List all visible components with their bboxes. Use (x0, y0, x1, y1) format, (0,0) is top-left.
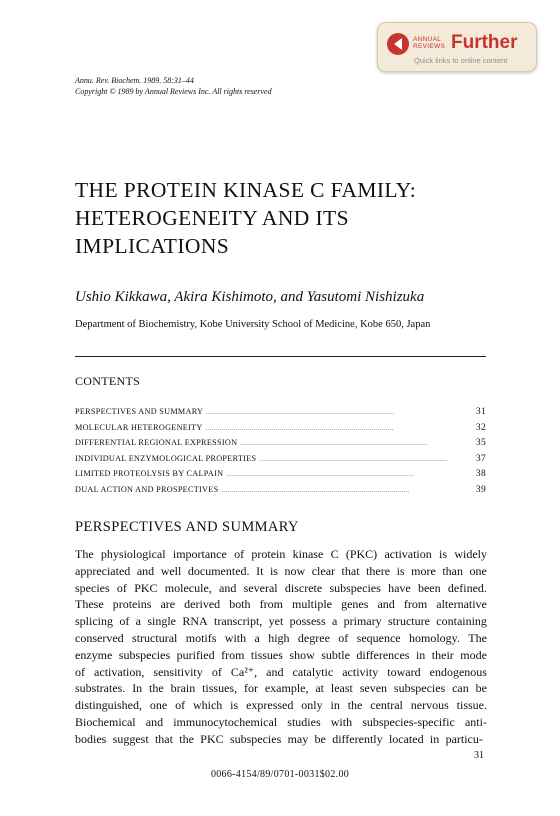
body-word: one (469, 563, 487, 578)
title-line: HETEROGENEITY AND ITS (75, 206, 349, 230)
affiliation: Department of Biochemistry, Kobe University School of Medicine, Kobe 650, Japan (75, 319, 431, 330)
body-word: purified (176, 647, 215, 662)
body-word: RNA (182, 614, 208, 629)
body-word: brain (170, 681, 196, 696)
body-word: single (147, 614, 176, 629)
body-word: from (403, 597, 428, 612)
body-word: Biochemical (75, 714, 136, 729)
title-line: IMPLICATIONS (75, 234, 230, 258)
body-word: for (243, 681, 258, 696)
contents-heading: CONTENTS (75, 374, 141, 388)
body-word: suggest (112, 731, 149, 746)
body-word: of (119, 614, 130, 629)
body-word: sequence (356, 630, 401, 645)
arrow-left-icon (387, 33, 409, 55)
annual-reviews-further-badge[interactable] (377, 22, 537, 72)
body-word: of (234, 547, 245, 561)
toc-leader-dots (221, 482, 457, 500)
badge-brand: Further (451, 32, 518, 53)
body-word: documented. (187, 563, 250, 578)
toc-item-page: 39 (475, 484, 486, 495)
body-word: conserved (75, 630, 124, 645)
body-word: is (230, 698, 239, 713)
body-line (75, 731, 487, 748)
body-word: and (145, 714, 164, 729)
body-word: activity (342, 664, 379, 679)
toc-item[interactable] (75, 435, 486, 451)
body-word: several (243, 580, 278, 595)
body-word: Ca²⁺, (230, 664, 258, 679)
body-word: expressed (246, 698, 294, 713)
body-word: seven (359, 681, 388, 696)
body-word: proteins (112, 597, 152, 612)
body-word: endogenous (429, 664, 487, 679)
toc-item-title: INDIVIDUAL ENZYMOLOGICAL PROPERTIES (75, 453, 257, 463)
body-word: can (452, 681, 469, 696)
body-word: anti- (464, 714, 487, 729)
body-word: located (388, 731, 424, 746)
body-line (75, 613, 487, 630)
toc-item-page: 38 (475, 469, 486, 479)
body-word: physiological (100, 547, 166, 561)
body-word: well (160, 563, 182, 578)
body-word: the (149, 681, 164, 696)
body-word: activation (384, 547, 432, 561)
toc-item-title: PERSPECTIVES AND SUMMARY (75, 407, 204, 416)
section-heading: PERSPECTIVES AND SUMMARY (75, 519, 299, 535)
body-line (75, 697, 487, 714)
toc-item[interactable] (75, 420, 486, 436)
toc-item-page: 31 (475, 407, 486, 417)
body-line (75, 664, 487, 681)
body-word: is (269, 563, 278, 578)
badge-publisher-line2: REVIEWS (413, 43, 446, 50)
body-word: show (289, 647, 315, 662)
body-word: subspecies-specific (362, 714, 455, 729)
toc-item-page: 32 (475, 422, 486, 433)
body-line (75, 563, 487, 580)
body-word: degree (297, 630, 330, 645)
body-word: from (259, 597, 283, 612)
body-line (75, 580, 487, 597)
body-word: high (268, 630, 290, 645)
body-word: It (256, 563, 264, 578)
body-word: subspecies (329, 580, 381, 595)
toc-item-title: DUAL ACTION AND PROSPECTIVES (75, 484, 219, 494)
toc-item-title: LIMITED PROTEOLYSIS BY CALPAIN (75, 469, 224, 478)
body-word: primary (343, 614, 382, 629)
body-word: subtle (321, 647, 350, 662)
toc-item-title: MOLECULAR HETEROGENEITY (75, 422, 203, 432)
body-word: structural (132, 630, 178, 645)
toc-item-title: DIFFERENTIAL REGIONAL EXPRESSION (75, 438, 238, 447)
body-word: and (266, 664, 284, 679)
body-word: subspecies (229, 731, 282, 746)
body-word: in (330, 698, 340, 713)
body-line (75, 680, 487, 697)
body-word: species (75, 580, 110, 595)
body-word: substrates. (75, 681, 126, 696)
body-text (75, 546, 487, 748)
body-word: only (301, 698, 323, 713)
body-line (75, 647, 487, 664)
body-word: molecule, (164, 580, 212, 595)
body-word: differently (332, 731, 383, 746)
body-word: tissues, (202, 681, 238, 696)
body-word: been (417, 580, 441, 595)
body-word: in (415, 647, 426, 662)
body-word: yet (268, 614, 284, 629)
body-word: now (284, 563, 306, 578)
body-word: sensitivity (153, 664, 203, 679)
body-word: there (366, 563, 391, 578)
body-word: catalytic (292, 664, 334, 679)
body-word: derived (184, 597, 221, 612)
body-word: both (229, 597, 251, 612)
body-word: and (377, 597, 395, 612)
body-word: tissues (250, 647, 283, 662)
body-word: the (179, 731, 194, 746)
body-word: that (341, 563, 360, 578)
body-word: example, (264, 681, 309, 696)
body-word: a (254, 630, 260, 645)
toc-item[interactable] (75, 466, 486, 482)
body-word: clear (311, 563, 336, 578)
body-word: toward (387, 664, 421, 679)
body-word: a (135, 614, 141, 629)
body-word: In (132, 681, 143, 696)
body-word: with (330, 714, 353, 729)
body-word: discrete (284, 580, 323, 595)
body-word: protein (251, 547, 286, 561)
body-word: distinguished, (75, 698, 143, 713)
authors: Ushio Kikkawa, Akira Kishimoto, and Yasutomi Nishizuka (75, 289, 425, 305)
body-word: with (224, 630, 247, 645)
body-word: and (136, 563, 155, 578)
body-word: (PKC) (345, 547, 378, 561)
body-line (75, 630, 487, 647)
body-word: mode (460, 647, 487, 662)
body-word: of (75, 664, 85, 679)
body-word: structure (387, 614, 430, 629)
table-of-contents (75, 404, 486, 497)
citation-copyright: Copyright © 1989 by Annual Reviews Inc. All rights reserved (75, 87, 272, 96)
body-word: is (439, 547, 448, 561)
body-word: transcript, (213, 614, 263, 629)
body-word: in (429, 731, 440, 746)
issn-line: 0066-4154/89/0701-0031$02.00 (210, 769, 350, 780)
body-word: containing (436, 614, 487, 629)
body-word: kinase (292, 547, 324, 561)
body-word: that (154, 731, 173, 746)
badge-publisher-line1: ANNUAL (413, 36, 442, 43)
body-word: defined. (447, 580, 487, 595)
body-word: The (468, 630, 487, 645)
body-word: alternative (436, 597, 487, 612)
body-word: subspecies (393, 681, 446, 696)
body-word: PKC (200, 731, 224, 746)
body-word: the (347, 698, 363, 713)
body-word: widely (454, 547, 487, 561)
body-word: The (75, 547, 94, 561)
body-word: is (396, 563, 405, 578)
body-word: of (338, 630, 349, 645)
body-word: appreciated (75, 563, 131, 578)
body-line (75, 596, 487, 613)
body-word: tissue. (456, 698, 487, 713)
body-word: which (192, 698, 223, 713)
body-word: and (219, 580, 237, 595)
body-word: possess (289, 614, 326, 629)
badge-tagline[interactable]: Quick links to online content (414, 56, 508, 65)
toc-item[interactable] (75, 451, 486, 467)
body-word: multiple (292, 597, 333, 612)
body-word: studies (287, 714, 321, 729)
body-word: differences (356, 647, 410, 662)
body-word: their (431, 647, 454, 662)
body-word: enzyme (75, 647, 113, 662)
body-line (75, 546, 487, 563)
toc-item[interactable] (75, 482, 486, 498)
body-word: These (75, 597, 104, 612)
body-word: PKC (134, 580, 158, 595)
body-word: subspecies (118, 647, 171, 662)
body-word: least (330, 681, 353, 696)
toc-item-page: 37 (475, 453, 486, 464)
body-word: central (370, 698, 403, 713)
body-word: be (314, 731, 326, 746)
body-word: nervous (410, 698, 449, 713)
body-word: splicing (75, 614, 113, 629)
body-word: activation, (94, 664, 145, 679)
body-word: motifs (185, 630, 217, 645)
page-number: 31 (474, 750, 484, 761)
body-word: be (475, 681, 487, 696)
title-line: THE PROTEIN KINASE C FAMILY: (75, 178, 417, 202)
body-word: are (160, 597, 176, 612)
article-title (75, 176, 515, 260)
body-word: more (411, 563, 436, 578)
body-word: importance (172, 547, 227, 561)
body-word: immunocytochemical (173, 714, 278, 729)
toc-item[interactable] (75, 404, 486, 420)
body-word: genes (341, 597, 369, 612)
body-word: may (287, 731, 309, 746)
body-word: at (315, 681, 325, 696)
body-word: homology. (409, 630, 460, 645)
body-word: bodies (75, 731, 107, 746)
toc-item-page: 35 (475, 438, 486, 448)
body-word: a (331, 614, 338, 629)
body-word: C (330, 547, 339, 561)
body-word: have (388, 580, 411, 595)
body-word: of (116, 580, 127, 595)
body-word: one (149, 698, 168, 713)
body-word: of (211, 664, 222, 679)
body-word: particu- (445, 731, 483, 746)
citation-journal: Annu. Rev. Biochem. 1989. 58:31–44 (75, 76, 194, 85)
divider (75, 356, 486, 357)
body-word: than (442, 563, 463, 578)
body-word: from (221, 647, 245, 662)
body-word: of (175, 698, 186, 713)
body-line (75, 714, 487, 731)
